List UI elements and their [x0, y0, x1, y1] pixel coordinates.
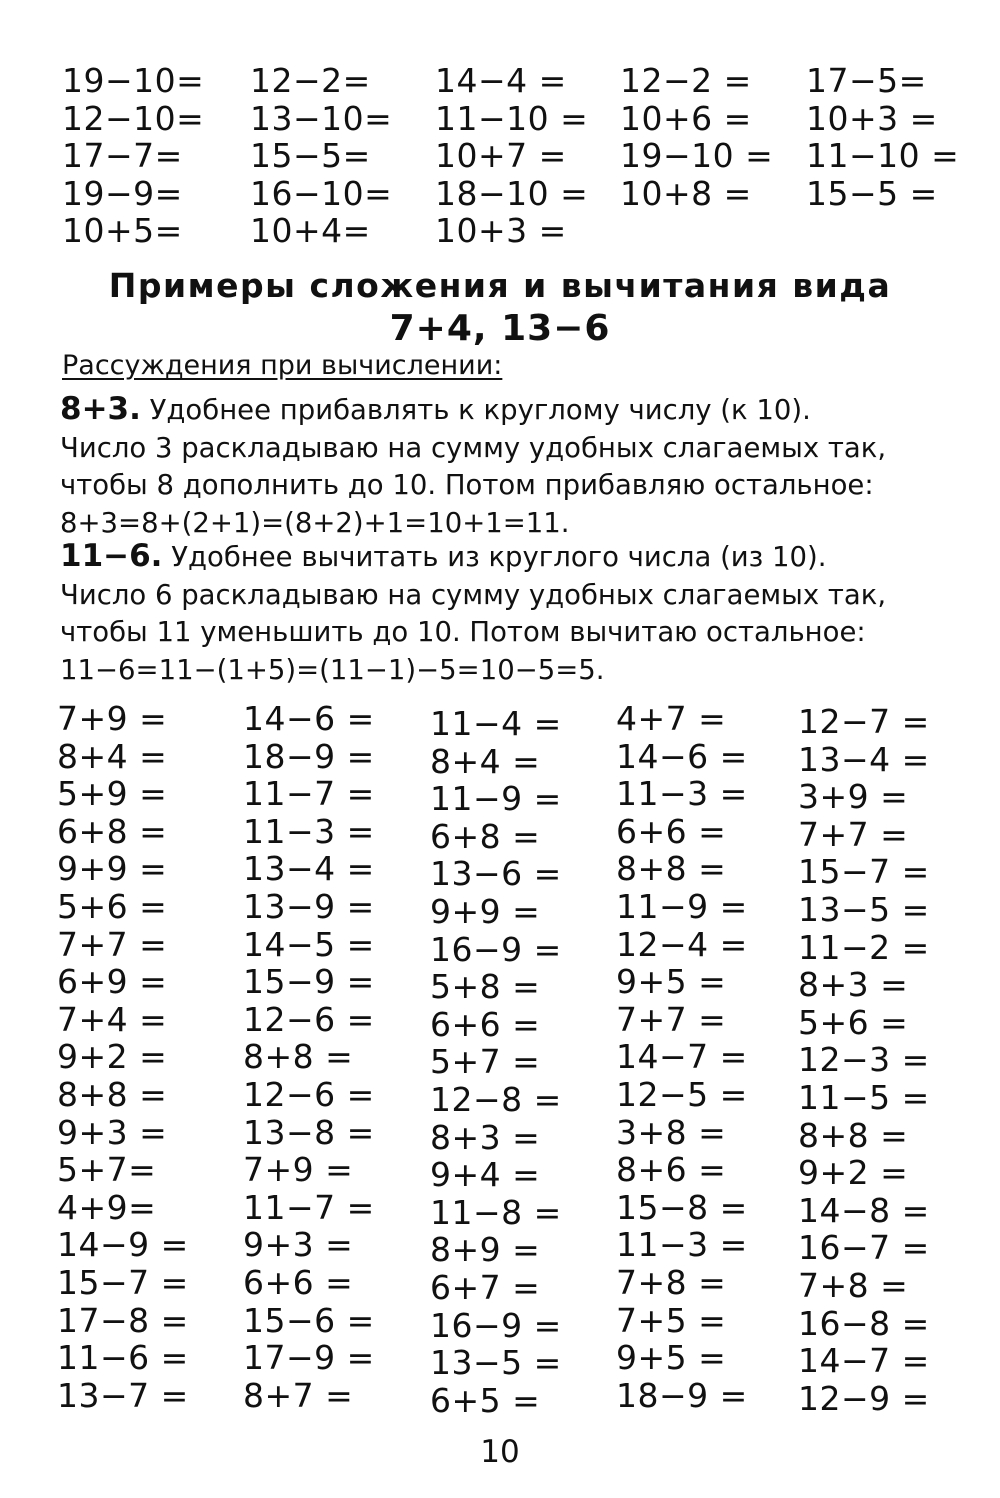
page-number: 10: [480, 1434, 520, 1470]
exercise: 5+7 =: [430, 1042, 541, 1082]
exercise: 12−10=: [62, 98, 205, 138]
exercise: 6+8 =: [57, 811, 168, 851]
exercise: 17−9 =: [243, 1338, 375, 1378]
exercise: 11−5 =: [798, 1078, 930, 1117]
exercise: 12−9 =: [798, 1378, 930, 1418]
exercise: 9+3 =: [57, 1112, 168, 1152]
exercise: 7+9 =: [243, 1150, 354, 1190]
example-lead: 11−6.: [60, 538, 163, 574]
exercise: 14−4 =: [435, 61, 567, 100]
exercise: 15−6 =: [243, 1300, 375, 1340]
exercise: 16−9 =: [430, 929, 562, 969]
example-lead: 8+3.: [60, 391, 141, 427]
exercise: 15−7 =: [57, 1263, 189, 1302]
exercise: 16−10=: [250, 173, 393, 213]
exercise: 8+4 =: [57, 736, 168, 776]
exercise: 9+3 =: [243, 1225, 354, 1265]
exercise: 13−7 =: [57, 1375, 189, 1415]
exercise: 6+6 =: [616, 811, 727, 851]
exercise: 6+6 =: [430, 1004, 541, 1044]
exercise: 15−8 =: [616, 1187, 748, 1227]
exercise: 17−7=: [62, 136, 183, 175]
exercise: 15−7 =: [798, 852, 930, 892]
exercise: 8+6 =: [616, 1150, 727, 1190]
example-line: 8+3=8+(2+1)=(8+2)+1=10+1=11.: [60, 506, 570, 539]
example-line: [60, 538, 958, 577]
exercise: 8+8 =: [616, 849, 727, 889]
exercise: 11−3 =: [616, 774, 748, 814]
exercise: 11−10 =: [435, 98, 589, 138]
exercise: 11−7 =: [243, 774, 375, 814]
exercise: 6+5 =: [430, 1380, 541, 1420]
exercise: 7+5 =: [616, 1300, 727, 1340]
exercise: 8+8 =: [798, 1115, 909, 1155]
exercise: 12−5 =: [616, 1075, 748, 1114]
exercise: 11−3 =: [616, 1225, 748, 1265]
exercise: 9+2 =: [57, 1037, 168, 1077]
exercise: 18−10 =: [435, 173, 589, 213]
exercise: 5+6 =: [57, 887, 168, 926]
example-line: 11−6=11−(1+5)=(11−1)−5=10−5=5.: [60, 653, 605, 686]
exercise: 11−2 =: [798, 927, 930, 967]
exercise: 6+9 =: [57, 962, 168, 1002]
exercise: 8+7 =: [243, 1375, 354, 1415]
exercise: 5+9 =: [57, 774, 168, 814]
exercise: 18−9 =: [616, 1375, 748, 1415]
section-subtitle: 7+4, 13−6: [389, 308, 611, 349]
exercise: 8+3 =: [798, 965, 909, 1005]
exercise: 12−2 =: [620, 61, 752, 100]
exercise: 3+9 =: [798, 777, 909, 817]
reasoning-heading: Рассуждения при вычислении:: [62, 350, 503, 381]
exercise: 11−9 =: [616, 887, 748, 926]
exercise: 13−4 =: [798, 739, 930, 779]
example-line: [60, 391, 958, 430]
exercise: 12−3 =: [798, 1040, 930, 1080]
exercise: 15−9 =: [243, 962, 375, 1002]
section-title: Примеры сложения и вычитания вида: [108, 266, 892, 305]
exercise: 11−7 =: [243, 1187, 375, 1227]
exercise: 15−5=: [250, 136, 371, 175]
exercise: 13−9 =: [243, 887, 375, 926]
exercise: 14−7 =: [798, 1341, 930, 1381]
exercise: 7+7 =: [798, 814, 909, 854]
exercise: 16−9 =: [430, 1305, 562, 1345]
exercise: 7+9 =: [57, 699, 168, 738]
exercise: 12−8 =: [430, 1080, 562, 1119]
exercise: 7+7 =: [57, 924, 168, 964]
exercise: 10+8 =: [620, 173, 752, 213]
exercise: 14−5 =: [243, 924, 375, 964]
exercise: 8+8 =: [243, 1037, 354, 1077]
exercise: 14−8 =: [798, 1190, 930, 1230]
exercise: 5+7=: [57, 1150, 157, 1190]
exercise: 18−9 =: [243, 736, 375, 776]
exercise: 11−6 =: [57, 1338, 189, 1378]
exercise: 14−9 =: [57, 1225, 189, 1265]
exercise: 7+8 =: [798, 1266, 909, 1305]
exercise: 9+5 =: [616, 962, 727, 1002]
exercise: 17−5=: [806, 61, 927, 100]
example-line: Число 3 раскладываю на сумму удобных слагаемых так,: [60, 431, 887, 464]
exercise: 13−5 =: [798, 890, 930, 929]
exercise: 10+3 =: [806, 98, 938, 138]
exercise: 17−8 =: [57, 1300, 189, 1340]
exercise: 10+7 =: [435, 136, 567, 175]
exercise: 13−5 =: [430, 1343, 562, 1383]
example-line: чтобы 8 дополнить до 10. Потом прибавляю остальное:: [60, 469, 874, 501]
exercise: 13−8 =: [243, 1112, 375, 1152]
exercise: 6+6 =: [243, 1263, 354, 1302]
exercise: 8+4 =: [430, 741, 541, 781]
exercise: 5+8 =: [430, 967, 541, 1007]
exercise: 8+3 =: [430, 1117, 541, 1157]
exercise: 19−9=: [62, 173, 183, 213]
exercise: 7+4 =: [57, 999, 168, 1039]
exercise: 11−4 =: [430, 704, 562, 743]
exercise: 9+9 =: [430, 892, 541, 931]
exercise: 9+9 =: [57, 849, 168, 889]
example-line: Число 6 раскладываю на сумму удобных слагаемых так,: [60, 578, 887, 611]
exercise: 9+4 =: [430, 1155, 541, 1195]
exercise: 12−4 =: [616, 924, 748, 964]
exercise: 15−5 =: [806, 173, 938, 213]
exercise: 14−7 =: [616, 1037, 748, 1077]
exercise: 12−2=: [250, 61, 371, 100]
exercise: 19−10=: [62, 61, 205, 100]
exercise: 11−9 =: [430, 779, 562, 819]
exercise: 5+6 =: [798, 1002, 909, 1042]
exercise: 14−6 =: [243, 699, 375, 738]
exercise: 10+6 =: [620, 98, 752, 138]
exercise: 11−10 =: [806, 136, 960, 175]
exercise: 7+8 =: [616, 1263, 727, 1302]
reasoning-example-addition: [60, 391, 958, 542]
exercise: 3+8 =: [616, 1112, 727, 1152]
example-text: Удобнее вычитать из круглого числа (из 10).: [171, 541, 827, 573]
exercise: 13−10=: [250, 98, 393, 138]
exercise: 9+2 =: [798, 1153, 909, 1193]
example-text: Удобнее прибавлять к круглому числу (к 10).: [149, 394, 811, 426]
exercise: 14−6 =: [616, 736, 748, 776]
exercise: 11−3 =: [243, 811, 375, 851]
exercise: 10+4=: [250, 211, 371, 250]
exercise: 6+7 =: [430, 1268, 541, 1307]
exercise: 13−4 =: [243, 849, 375, 889]
exercise: 19−10 =: [620, 136, 774, 175]
exercise: 16−8 =: [798, 1303, 930, 1343]
exercise: 4+7 =: [616, 699, 727, 738]
exercise: 9+5 =: [616, 1338, 727, 1378]
exercise: 4+9=: [57, 1187, 157, 1227]
exercise: 8+9 =: [430, 1230, 541, 1270]
exercise: 12−6 =: [243, 999, 375, 1039]
exercise: 6+8 =: [430, 816, 541, 856]
exercise: 10+3 =: [435, 211, 567, 250]
exercise: 8+8 =: [57, 1075, 168, 1114]
exercise: 11−8 =: [430, 1192, 562, 1232]
exercise: 12−7 =: [798, 702, 930, 741]
exercise: 16−7 =: [798, 1228, 930, 1268]
exercise: 12−6 =: [243, 1075, 375, 1114]
exercise: 7+7 =: [616, 999, 727, 1039]
exercise: 10+5=: [62, 211, 183, 250]
example-line: чтобы 11 уменьшить до 10. Потом вычитаю остальное:: [60, 616, 866, 648]
reasoning-example-subtraction: [60, 538, 958, 689]
exercise: 13−6 =: [430, 854, 562, 894]
